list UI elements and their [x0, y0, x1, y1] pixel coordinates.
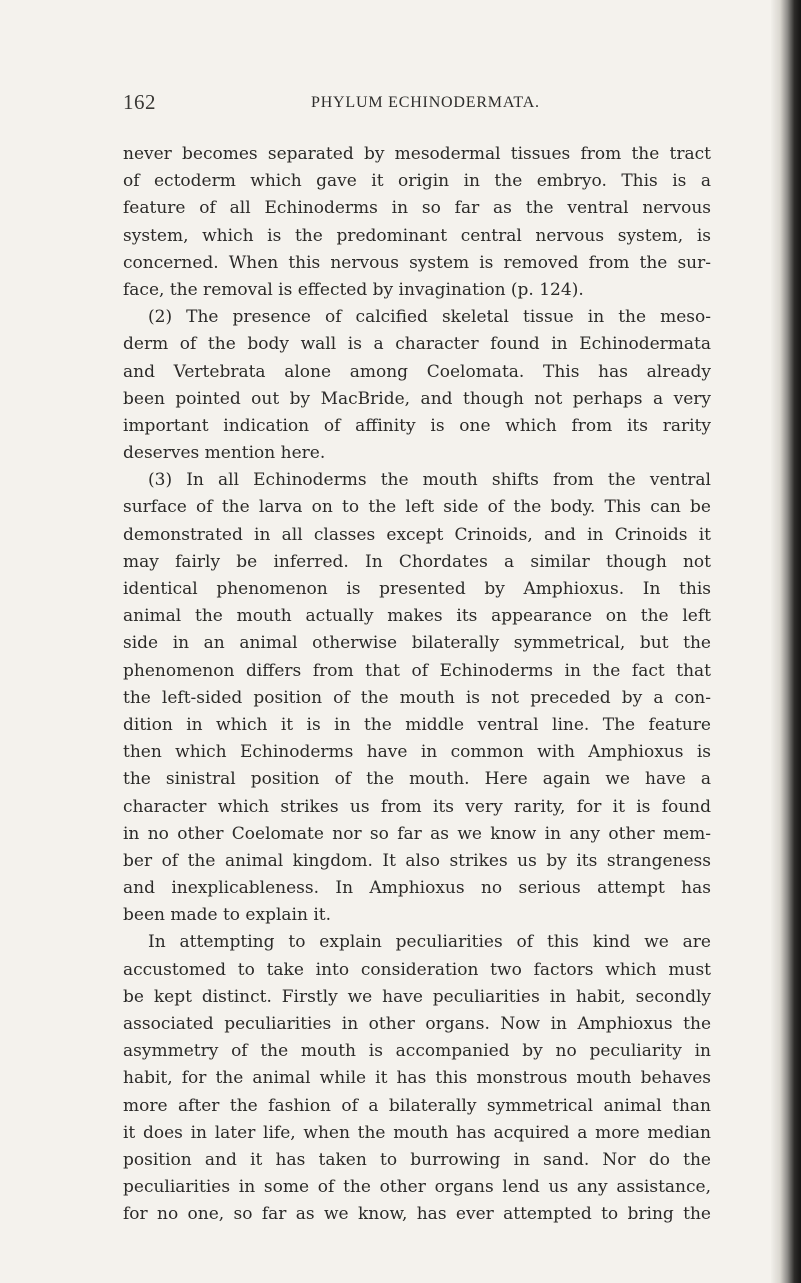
text-line: animal the mouth actually makes its appearance on the left — [123, 606, 711, 627]
text-line: demonstrated in all classes except Crinoids, and in Crinoids it — [123, 524, 711, 545]
text-line: (2) The presence of calcified skeletal tissue in the meso- — [148, 307, 711, 328]
body-text — [123, 141, 711, 1229]
running-title: PHYLUM ECHINODERMATA. — [311, 94, 540, 111]
text-line: and inexplicableness. In Amphioxus no serious attempt has — [123, 878, 711, 899]
text-line: deserves mention here. — [123, 443, 326, 464]
text-line: side in an animal otherwise bilaterally symmetrical, but the — [123, 633, 711, 654]
book-spine-shadow — [771, 0, 801, 1283]
text-line: dition in which it is in the middle ventral line. The feature — [123, 714, 711, 735]
text-line: character which strikes us from its very rarity, for it is found — [123, 796, 711, 817]
text-line: asymmetry of the mouth is accompanied by no peculiarity in — [123, 1041, 711, 1062]
text-line: face, the removal is effected by invagination (p. 124). — [123, 279, 584, 300]
text-line: system, which is the predominant central nervous system, is — [123, 225, 711, 246]
text-line: never becomes separated by mesodermal tissues from the tract — [123, 144, 711, 164]
text-line: accustomed to take into consideration two factors which must — [123, 959, 711, 980]
page-number: 162 — [123, 90, 156, 114]
text-line: important indication of affinity is one which from its rarity — [123, 415, 711, 436]
text-line: the sinistral position of the mouth. Here again we have a — [123, 769, 711, 790]
text-line: been pointed out by MacBride, and though not perhaps a very — [123, 388, 711, 409]
text-line: derm of the body wall is a character found in Echinodermata — [123, 334, 711, 355]
text-line: surface of the larva on to the left side of the body. This can be — [123, 497, 711, 518]
text-line: position and it has taken to burrowing in sand. Nor do the — [123, 1149, 711, 1170]
text-line: the left-sided position of the mouth is not preceded by a con- — [123, 687, 711, 708]
text-line: been made to explain it. — [123, 905, 331, 926]
text-line: in no other Coelomate nor so far as we know in any other mem- — [123, 823, 711, 844]
text-line: it does in later life, when the mouth has acquired a more median — [123, 1122, 711, 1143]
text-line: In attempting to explain peculiarities of this kind we are — [148, 932, 711, 953]
running-head — [123, 92, 711, 116]
text-line: be kept distinct. Firstly we have peculiarities in habit, secondly — [123, 986, 711, 1007]
text-line: ber of the animal kingdom. It also strikes us by its strangeness — [123, 850, 711, 871]
text-line: (3) In all Echinoderms the mouth shifts from the ventral — [148, 470, 711, 491]
text-line: identical phenomenon is presented by Amphioxus. In this — [123, 579, 711, 599]
text-line: concerned. When this nervous system is removed from the sur- — [123, 252, 711, 273]
text-line: may fairly be inferred. In Chordates a similar though not — [123, 551, 711, 572]
text-line: habit, for the animal while it has this monstrous mouth behaves — [123, 1068, 711, 1089]
text-line: of ectoderm which gave it origin in the embryo. This is a — [123, 171, 711, 192]
text-line: more after the fashion of a bilaterally symmetrical animal than — [123, 1095, 711, 1116]
text-line: associated peculiarities in other organs. Now in Amphioxus the — [123, 1014, 711, 1034]
text-line: then which Echinoderms have in common with Amphioxus is — [123, 742, 711, 763]
text-line: feature of all Echinoderms in so far as the ventral nervous — [123, 198, 711, 219]
text-line: peculiarities in some of the other organs lend us any assistance, — [123, 1177, 711, 1198]
text-line: for no one, so far as we know, has ever attempted to bring the — [123, 1204, 711, 1225]
text-line: phenomenon differs from that of Echinoderms in the fact that — [123, 660, 711, 681]
text-line: and Vertebrata alone among Coelomata. This has already — [123, 361, 711, 382]
